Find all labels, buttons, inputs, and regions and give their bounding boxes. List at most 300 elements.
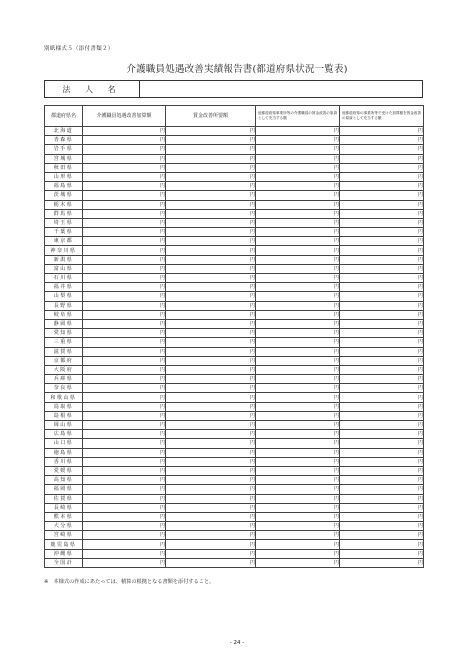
- wage-improvement-cell[interactable]: 円: [166, 246, 256, 255]
- received-addition-cell[interactable]: 円: [340, 457, 424, 466]
- prefecture-name: 宮崎県: [45, 531, 83, 540]
- received-addition-cell[interactable]: 円: [340, 494, 424, 503]
- received-addition-cell[interactable]: 円: [340, 347, 424, 356]
- table-row: [45, 154, 424, 163]
- table-row: [45, 503, 424, 512]
- prefecture-name: 宮城県: [45, 154, 83, 163]
- wage-improvement-cell[interactable]: 円: [166, 228, 256, 237]
- addition-amount-cell[interactable]: 円: [83, 347, 166, 356]
- prefecture-name: 富山県: [45, 264, 83, 273]
- table-row: [45, 512, 424, 521]
- table-row: [45, 466, 424, 475]
- wage-improvement-cell[interactable]: 円: [166, 283, 256, 292]
- prefecture-name: 茨城県: [45, 191, 83, 200]
- table-row: [45, 127, 424, 136]
- addition-amount-cell[interactable]: 円: [83, 283, 166, 292]
- received-addition-cell[interactable]: 円: [340, 154, 424, 163]
- wage-improvement-cell[interactable]: 円: [166, 558, 256, 567]
- prefecture-name: 岐阜県: [45, 310, 83, 319]
- wage-improvement-cell[interactable]: 円: [166, 540, 256, 549]
- received-addition-cell[interactable]: 円: [340, 329, 424, 338]
- received-addition-cell[interactable]: 円: [340, 145, 424, 154]
- other-pref-allocation-cell[interactable]: 円: [256, 512, 340, 521]
- other-pref-allocation-cell[interactable]: 円: [256, 292, 340, 301]
- addition-amount-cell[interactable]: 円: [83, 540, 166, 549]
- prefecture-name: 全国計: [45, 558, 83, 567]
- addition-amount-cell[interactable]: 円: [83, 310, 166, 319]
- prefecture-name: 奈良県: [45, 384, 83, 393]
- form-number: 別紙様式５（添付書類２）: [44, 46, 114, 52]
- table-row: [45, 182, 424, 191]
- other-pref-allocation-cell[interactable]: 円: [256, 503, 340, 512]
- received-addition-cell[interactable]: 円: [340, 356, 424, 365]
- addition-amount-cell[interactable]: 円: [83, 154, 166, 163]
- other-pref-allocation-cell[interactable]: 円: [256, 549, 340, 558]
- table-row: [45, 411, 424, 420]
- received-addition-cell[interactable]: 円: [340, 393, 424, 402]
- prefecture-name: 岩手県: [45, 145, 83, 154]
- addition-amount-cell[interactable]: 円: [83, 384, 166, 393]
- received-addition-cell[interactable]: 円: [340, 218, 424, 227]
- wage-improvement-cell[interactable]: 円: [166, 393, 256, 402]
- table-header-row: [45, 106, 424, 127]
- other-pref-allocation-cell[interactable]: 円: [256, 430, 340, 439]
- prefecture-name: 島根県: [45, 411, 83, 420]
- table-row: [45, 172, 424, 181]
- corporation-name-row: [44, 80, 423, 98]
- table-row: [45, 522, 424, 531]
- prefecture-name: 徳島県: [45, 448, 83, 457]
- other-pref-allocation-cell[interactable]: 円: [256, 421, 340, 430]
- table-row: [45, 365, 424, 374]
- table-row: [45, 264, 424, 273]
- received-addition-cell[interactable]: 円: [340, 421, 424, 430]
- footnote: ※ 本様式の作成にあたっては、積算の根拠となる書類を添付すること。: [44, 579, 215, 585]
- table-row: [45, 384, 424, 393]
- addition-amount-cell[interactable]: 円: [83, 292, 166, 301]
- prefecture-name: 佐賀県: [45, 494, 83, 503]
- other-pref-allocation-cell[interactable]: 円: [256, 448, 340, 457]
- table-row: [45, 292, 424, 301]
- addition-amount-cell[interactable]: 円: [83, 411, 166, 420]
- received-addition-cell[interactable]: 円: [340, 264, 424, 273]
- other-pref-allocation-cell[interactable]: 円: [256, 522, 340, 531]
- table-row: [45, 558, 424, 567]
- table-row: [45, 218, 424, 227]
- addition-amount-cell[interactable]: 円: [83, 274, 166, 283]
- other-pref-allocation-cell[interactable]: 円: [256, 338, 340, 347]
- other-pref-allocation-cell[interactable]: 円: [256, 393, 340, 402]
- addition-amount-cell[interactable]: 円: [83, 430, 166, 439]
- page-number: - 24 -: [229, 640, 245, 646]
- addition-amount-cell[interactable]: 円: [83, 402, 166, 411]
- other-pref-allocation-cell[interactable]: 円: [256, 145, 340, 154]
- table-row: [45, 145, 424, 154]
- addition-amount-cell[interactable]: 円: [83, 356, 166, 365]
- addition-amount-cell[interactable]: 円: [83, 558, 166, 567]
- wage-improvement-cell[interactable]: 円: [166, 145, 256, 154]
- wage-improvement-cell[interactable]: 円: [166, 411, 256, 420]
- wage-improvement-cell[interactable]: 円: [166, 531, 256, 540]
- other-pref-allocation-cell[interactable]: 円: [256, 485, 340, 494]
- table-row: [45, 237, 424, 246]
- wage-improvement-cell[interactable]: 円: [166, 402, 256, 411]
- other-pref-allocation-cell[interactable]: 円: [256, 494, 340, 503]
- prefecture-name: 長崎県: [45, 503, 83, 512]
- prefecture-name: 鳥取県: [45, 402, 83, 411]
- wage-improvement-cell[interactable]: 円: [166, 522, 256, 531]
- wage-improvement-cell[interactable]: 円: [166, 476, 256, 485]
- prefecture-name: 石川県: [45, 274, 83, 283]
- wage-improvement-cell[interactable]: 円: [166, 448, 256, 457]
- wage-improvement-cell[interactable]: 円: [166, 264, 256, 273]
- prefecture-name: 三重県: [45, 338, 83, 347]
- table-row: [45, 356, 424, 365]
- addition-amount-cell[interactable]: 円: [83, 522, 166, 531]
- prefecture-name: 滋賀県: [45, 347, 83, 356]
- received-addition-cell[interactable]: 円: [340, 127, 424, 136]
- table-row: [45, 494, 424, 503]
- addition-amount-cell[interactable]: 円: [83, 200, 166, 209]
- wage-improvement-cell[interactable]: 円: [166, 301, 256, 310]
- table-row: [45, 319, 424, 328]
- received-addition-cell[interactable]: 円: [340, 522, 424, 531]
- addition-amount-cell[interactable]: 円: [83, 218, 166, 227]
- prefecture-name: 大分県: [45, 522, 83, 531]
- table-row: [45, 439, 424, 448]
- addition-amount-cell[interactable]: 円: [83, 448, 166, 457]
- prefecture-name: 東京都: [45, 237, 83, 246]
- received-addition-cell[interactable]: 円: [340, 182, 424, 191]
- table-row: [45, 393, 424, 402]
- other-pref-allocation-cell[interactable]: 円: [256, 411, 340, 420]
- addition-amount-cell[interactable]: 円: [83, 145, 166, 154]
- wage-improvement-cell[interactable]: 円: [166, 466, 256, 475]
- page-title: 介護職員処遇改善実績報告書(都道府県状況一覧表): [126, 64, 348, 75]
- prefecture-name: 兵庫県: [45, 375, 83, 384]
- received-addition-cell[interactable]: 円: [340, 255, 424, 264]
- prefecture-name: 和歌山県: [45, 393, 83, 402]
- addition-amount-cell[interactable]: 円: [83, 182, 166, 191]
- table-row: [45, 301, 424, 310]
- addition-amount-cell[interactable]: 円: [83, 246, 166, 255]
- other-pref-allocation-cell[interactable]: 円: [256, 127, 340, 136]
- other-pref-allocation-cell[interactable]: 円: [256, 200, 340, 209]
- received-addition-cell[interactable]: 円: [340, 200, 424, 209]
- other-pref-allocation-cell[interactable]: 円: [256, 319, 340, 328]
- received-addition-cell[interactable]: 円: [340, 301, 424, 310]
- received-addition-cell[interactable]: 円: [340, 476, 424, 485]
- wage-improvement-cell[interactable]: 円: [166, 365, 256, 374]
- wage-improvement-cell[interactable]: 円: [166, 200, 256, 209]
- header-received-addition: 他都道府県の事業所等で受けた加算額を賃金改善の原資として充当する額: [340, 106, 424, 127]
- received-addition-cell[interactable]: 円: [340, 430, 424, 439]
- other-pref-allocation-cell[interactable]: 円: [256, 347, 340, 356]
- wage-improvement-cell[interactable]: 円: [166, 218, 256, 227]
- received-addition-cell[interactable]: 円: [340, 136, 424, 145]
- other-pref-allocation-cell[interactable]: 円: [256, 540, 340, 549]
- table-row: [45, 274, 424, 283]
- received-addition-cell[interactable]: 円: [340, 485, 424, 494]
- header-addition-amount: 介護職員処遇改善加算額: [83, 106, 166, 127]
- wage-improvement-cell[interactable]: 円: [166, 430, 256, 439]
- received-addition-cell[interactable]: 円: [340, 402, 424, 411]
- other-pref-allocation-cell[interactable]: 円: [256, 136, 340, 145]
- received-addition-cell[interactable]: 円: [340, 466, 424, 475]
- addition-amount-cell[interactable]: 円: [83, 255, 166, 264]
- wage-improvement-cell[interactable]: 円: [166, 356, 256, 365]
- wage-improvement-cell[interactable]: 円: [166, 329, 256, 338]
- addition-amount-cell[interactable]: 円: [83, 237, 166, 246]
- other-pref-allocation-cell[interactable]: 円: [256, 163, 340, 172]
- other-pref-allocation-cell[interactable]: 円: [256, 558, 340, 567]
- table-row: [45, 255, 424, 264]
- table-row: [45, 283, 424, 292]
- addition-amount-cell[interactable]: 円: [83, 375, 166, 384]
- received-addition-cell[interactable]: 円: [340, 558, 424, 567]
- received-addition-cell[interactable]: 円: [340, 237, 424, 246]
- addition-amount-cell[interactable]: 円: [83, 421, 166, 430]
- received-addition-cell[interactable]: 円: [340, 503, 424, 512]
- other-pref-allocation-cell[interactable]: 円: [256, 466, 340, 475]
- prefecture-table: [44, 105, 424, 568]
- wage-improvement-cell[interactable]: 円: [166, 172, 256, 181]
- prefecture-name: 長野県: [45, 301, 83, 310]
- other-pref-allocation-cell[interactable]: 円: [256, 191, 340, 200]
- prefecture-name: 千葉県: [45, 228, 83, 237]
- prefecture-name: 鹿児島県: [45, 540, 83, 549]
- addition-amount-cell[interactable]: 円: [83, 301, 166, 310]
- addition-amount-cell[interactable]: 円: [83, 393, 166, 402]
- wage-improvement-cell[interactable]: 円: [166, 136, 256, 145]
- received-addition-cell[interactable]: 円: [340, 310, 424, 319]
- addition-amount-cell[interactable]: 円: [83, 476, 166, 485]
- other-pref-allocation-cell[interactable]: 円: [256, 274, 340, 283]
- wage-improvement-cell[interactable]: 円: [166, 274, 256, 283]
- header-other-pref-allocation: 他都道府県事業所等の介護職員の賃金改善の原資として充当する額: [256, 106, 340, 127]
- received-addition-cell[interactable]: 円: [340, 375, 424, 384]
- table-row: [45, 430, 424, 439]
- wage-improvement-cell[interactable]: 円: [166, 494, 256, 503]
- other-pref-allocation-cell[interactable]: 円: [256, 365, 340, 374]
- wage-improvement-cell[interactable]: 円: [166, 549, 256, 558]
- table-row: [45, 191, 424, 200]
- prefecture-name: 熊本県: [45, 512, 83, 521]
- table-row: [45, 531, 424, 540]
- table-row: [45, 476, 424, 485]
- table-row: [45, 549, 424, 558]
- header-wage-improvement: 賃金改善所要額: [166, 106, 256, 127]
- received-addition-cell[interactable]: 円: [340, 365, 424, 374]
- wage-improvement-cell[interactable]: 円: [166, 375, 256, 384]
- prefecture-name: 愛知県: [45, 329, 83, 338]
- received-addition-cell[interactable]: 円: [340, 411, 424, 420]
- received-addition-cell[interactable]: 円: [340, 531, 424, 540]
- other-pref-allocation-cell[interactable]: 円: [256, 476, 340, 485]
- received-addition-cell[interactable]: 円: [340, 191, 424, 200]
- wage-improvement-cell[interactable]: 円: [166, 255, 256, 264]
- received-addition-cell[interactable]: 円: [340, 540, 424, 549]
- other-pref-allocation-cell[interactable]: 円: [256, 154, 340, 163]
- wage-improvement-cell[interactable]: 円: [166, 319, 256, 328]
- received-addition-cell[interactable]: 円: [340, 163, 424, 172]
- addition-amount-cell[interactable]: 円: [83, 163, 166, 172]
- received-addition-cell[interactable]: 円: [340, 274, 424, 283]
- table-row: [45, 338, 424, 347]
- received-addition-cell[interactable]: 円: [340, 549, 424, 558]
- prefecture-name: 新潟県: [45, 255, 83, 264]
- addition-amount-cell[interactable]: 円: [83, 209, 166, 218]
- prefecture-name: 埼玉県: [45, 218, 83, 227]
- addition-amount-cell[interactable]: 円: [83, 485, 166, 494]
- addition-amount-cell[interactable]: 円: [83, 319, 166, 328]
- addition-amount-cell[interactable]: 円: [83, 503, 166, 512]
- addition-amount-cell[interactable]: 円: [83, 494, 166, 503]
- wage-improvement-cell[interactable]: 円: [166, 163, 256, 172]
- addition-amount-cell[interactable]: 円: [83, 264, 166, 273]
- prefecture-name: 栃木県: [45, 200, 83, 209]
- table-row: [45, 421, 424, 430]
- received-addition-cell[interactable]: 円: [340, 292, 424, 301]
- received-addition-cell[interactable]: 円: [340, 439, 424, 448]
- prefecture-name: 岡山県: [45, 421, 83, 430]
- other-pref-allocation-cell[interactable]: 円: [256, 310, 340, 319]
- wage-improvement-cell[interactable]: 円: [166, 503, 256, 512]
- wage-improvement-cell[interactable]: 円: [166, 154, 256, 163]
- wage-improvement-cell[interactable]: 円: [166, 485, 256, 494]
- other-pref-allocation-cell[interactable]: 円: [256, 329, 340, 338]
- addition-amount-cell[interactable]: 円: [83, 457, 166, 466]
- other-pref-allocation-cell[interactable]: 円: [256, 228, 340, 237]
- addition-amount-cell[interactable]: 円: [83, 136, 166, 145]
- wage-improvement-cell[interactable]: 円: [166, 182, 256, 191]
- wage-improvement-cell[interactable]: 円: [166, 237, 256, 246]
- addition-amount-cell[interactable]: 円: [83, 466, 166, 475]
- received-addition-cell[interactable]: 円: [340, 319, 424, 328]
- prefecture-name: 福岡県: [45, 485, 83, 494]
- wage-improvement-cell[interactable]: 円: [166, 439, 256, 448]
- other-pref-allocation-cell[interactable]: 円: [256, 384, 340, 393]
- prefecture-name: 静岡県: [45, 319, 83, 328]
- other-pref-allocation-cell[interactable]: 円: [256, 255, 340, 264]
- other-pref-allocation-cell[interactable]: 円: [256, 283, 340, 292]
- prefecture-name: 愛媛県: [45, 466, 83, 475]
- table-row: [45, 246, 424, 255]
- received-addition-cell[interactable]: 円: [340, 283, 424, 292]
- other-pref-allocation-cell[interactable]: 円: [256, 182, 340, 191]
- prefecture-name: 沖縄県: [45, 549, 83, 558]
- table-row: [45, 228, 424, 237]
- table-body: [45, 127, 424, 568]
- wage-improvement-cell[interactable]: 円: [166, 338, 256, 347]
- wage-improvement-cell[interactable]: 円: [166, 292, 256, 301]
- prefecture-name: 秋田県: [45, 163, 83, 172]
- table-row: [45, 457, 424, 466]
- prefecture-name: 大阪府: [45, 365, 83, 374]
- addition-amount-cell[interactable]: 円: [83, 512, 166, 521]
- received-addition-cell[interactable]: 円: [340, 172, 424, 181]
- prefecture-name: 福井県: [45, 283, 83, 292]
- addition-amount-cell[interactable]: 円: [83, 531, 166, 540]
- wage-improvement-cell[interactable]: 円: [166, 127, 256, 136]
- table-row: [45, 375, 424, 384]
- other-pref-allocation-cell[interactable]: 円: [256, 172, 340, 181]
- addition-amount-cell[interactable]: 円: [83, 365, 166, 374]
- other-pref-allocation-cell[interactable]: 円: [256, 237, 340, 246]
- prefecture-name: 広島県: [45, 430, 83, 439]
- header-prefecture: 都道府県名: [45, 106, 83, 127]
- table-row: [45, 485, 424, 494]
- prefecture-name: 群馬県: [45, 209, 83, 218]
- table-row: [45, 347, 424, 356]
- prefecture-name: 北海道: [45, 127, 83, 136]
- addition-amount-cell[interactable]: 円: [83, 329, 166, 338]
- addition-amount-cell[interactable]: 円: [83, 191, 166, 200]
- table-row: [45, 448, 424, 457]
- wage-improvement-cell[interactable]: 円: [166, 512, 256, 521]
- table-row: [45, 402, 424, 411]
- table-row: [45, 136, 424, 145]
- table-row: [45, 200, 424, 209]
- other-pref-allocation-cell[interactable]: 円: [256, 218, 340, 227]
- wage-improvement-cell[interactable]: 円: [166, 347, 256, 356]
- received-addition-cell[interactable]: 円: [340, 209, 424, 218]
- received-addition-cell[interactable]: 円: [340, 512, 424, 521]
- other-pref-allocation-cell[interactable]: 円: [256, 264, 340, 273]
- other-pref-allocation-cell[interactable]: 円: [256, 209, 340, 218]
- addition-amount-cell[interactable]: 円: [83, 549, 166, 558]
- prefecture-name: 山形県: [45, 172, 83, 181]
- addition-amount-cell[interactable]: 円: [83, 338, 166, 347]
- addition-amount-cell[interactable]: 円: [83, 127, 166, 136]
- received-addition-cell[interactable]: 円: [340, 448, 424, 457]
- table-row: [45, 310, 424, 319]
- corporation-name-label: 法 人 名: [45, 81, 140, 97]
- wage-improvement-cell[interactable]: 円: [166, 209, 256, 218]
- other-pref-allocation-cell[interactable]: 円: [256, 457, 340, 466]
- prefecture-name: 青森県: [45, 136, 83, 145]
- received-addition-cell[interactable]: 円: [340, 338, 424, 347]
- received-addition-cell[interactable]: 円: [340, 384, 424, 393]
- other-pref-allocation-cell[interactable]: 円: [256, 402, 340, 411]
- table-row: [45, 163, 424, 172]
- wage-improvement-cell[interactable]: 円: [166, 310, 256, 319]
- wage-improvement-cell[interactable]: 円: [166, 191, 256, 200]
- prefecture-name: 高知県: [45, 476, 83, 485]
- received-addition-cell[interactable]: 円: [340, 246, 424, 255]
- addition-amount-cell[interactable]: 円: [83, 228, 166, 237]
- other-pref-allocation-cell[interactable]: 円: [256, 375, 340, 384]
- prefecture-name: 山口県: [45, 439, 83, 448]
- other-pref-allocation-cell[interactable]: 円: [256, 439, 340, 448]
- other-pref-allocation-cell[interactable]: 円: [256, 246, 340, 255]
- corporation-name-field[interactable]: [140, 81, 422, 97]
- prefecture-name: 福島県: [45, 182, 83, 191]
- wage-improvement-cell[interactable]: 円: [166, 421, 256, 430]
- addition-amount-cell[interactable]: 円: [83, 439, 166, 448]
- prefecture-name: 香川県: [45, 457, 83, 466]
- table-row: [45, 329, 424, 338]
- other-pref-allocation-cell[interactable]: 円: [256, 356, 340, 365]
- other-pref-allocation-cell[interactable]: 円: [256, 301, 340, 310]
- wage-improvement-cell[interactable]: 円: [166, 457, 256, 466]
- addition-amount-cell[interactable]: 円: [83, 172, 166, 181]
- prefecture-name: 山梨県: [45, 292, 83, 301]
- wage-improvement-cell[interactable]: 円: [166, 384, 256, 393]
- prefecture-name: 京都府: [45, 356, 83, 365]
- other-pref-allocation-cell[interactable]: 円: [256, 531, 340, 540]
- received-addition-cell[interactable]: 円: [340, 228, 424, 237]
